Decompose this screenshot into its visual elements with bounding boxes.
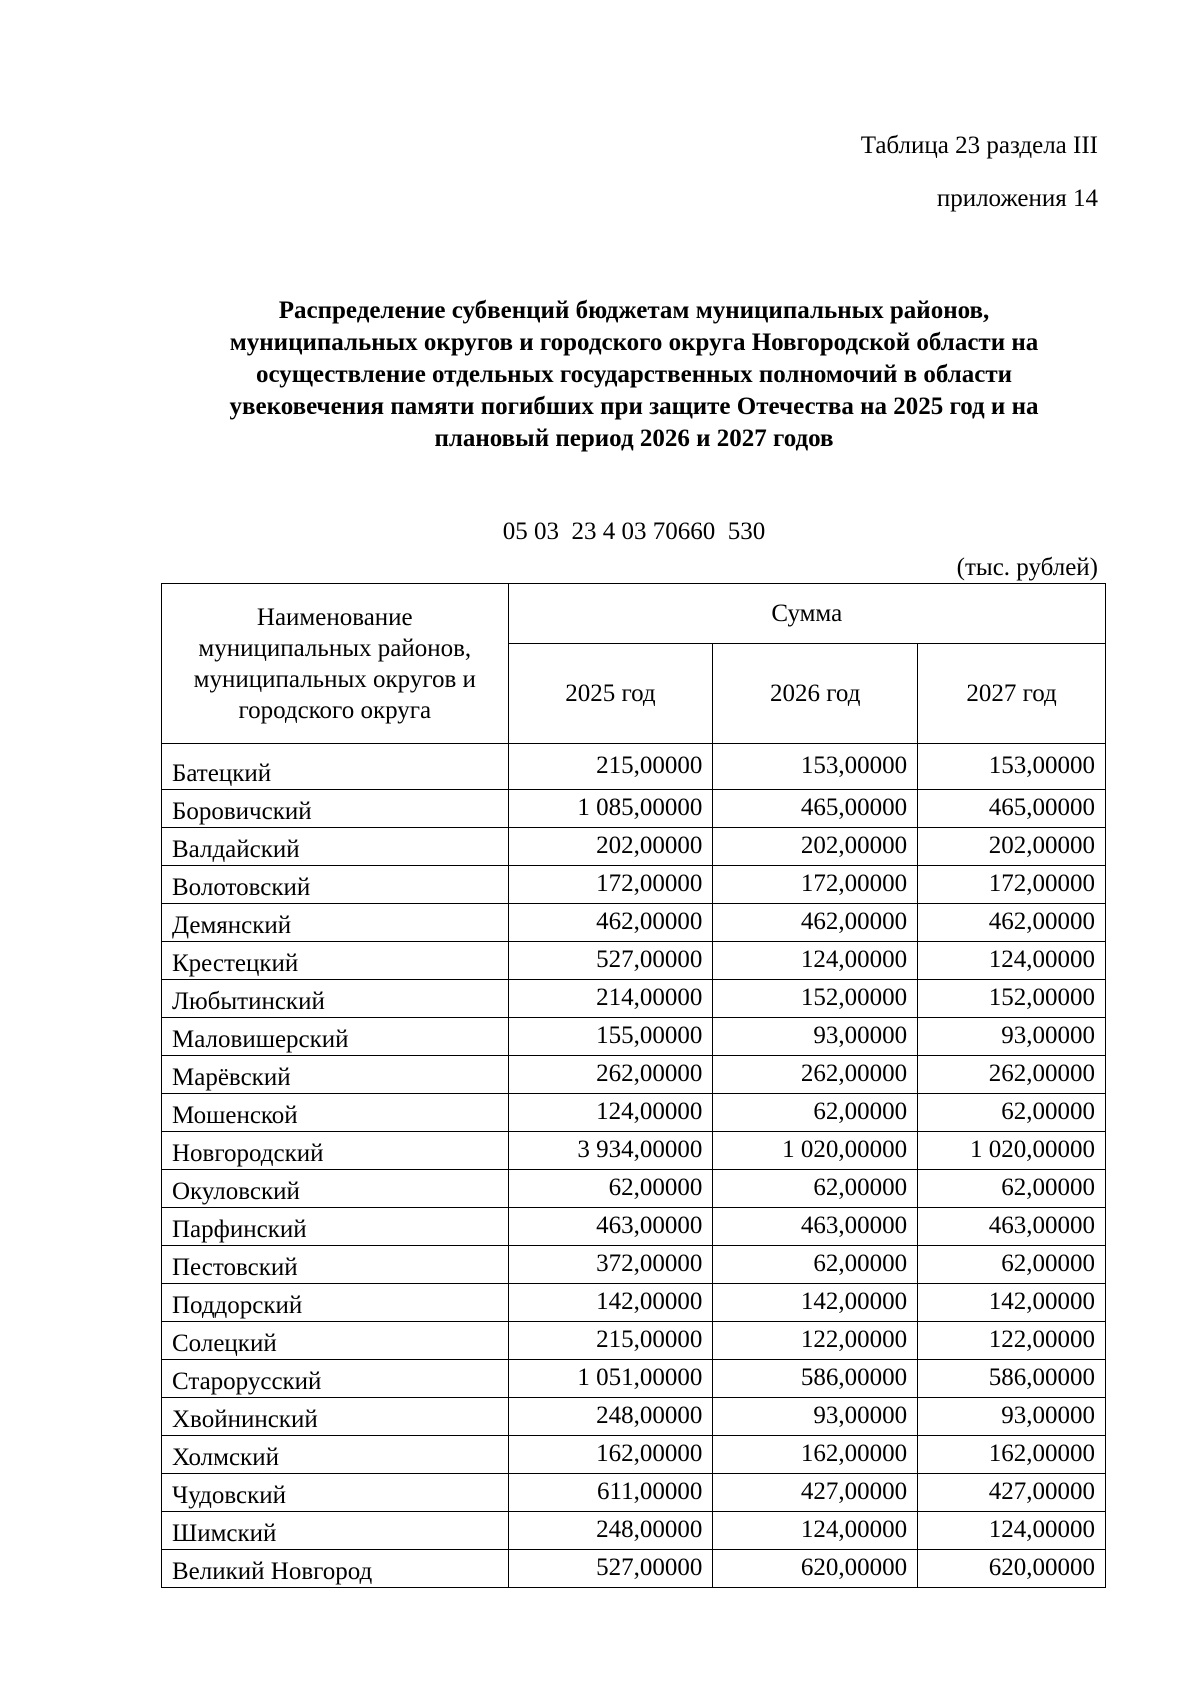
- amount-2027: 463,00000: [918, 1208, 1106, 1246]
- amount-2027: 172,00000: [918, 866, 1106, 904]
- amount-2027: 162,00000: [918, 1436, 1106, 1474]
- amount-2025: 248,00000: [508, 1398, 713, 1436]
- amount-2027: 93,00000: [918, 1018, 1106, 1056]
- table-row: [162, 1474, 1106, 1512]
- municipality-name: Батецкий: [162, 744, 509, 790]
- amount-2027: 124,00000: [918, 942, 1106, 980]
- municipality-name: Поддорский: [162, 1284, 509, 1322]
- table-row: [162, 744, 1106, 790]
- table-row: [162, 1094, 1106, 1132]
- table-row: [162, 942, 1106, 980]
- amount-2025: 262,00000: [508, 1056, 713, 1094]
- table-row: [162, 1132, 1106, 1170]
- municipality-name: Чудовский: [162, 1474, 509, 1512]
- title-line: осуществление отдельных государственных полномочий в области: [255, 361, 1013, 388]
- table-row: [162, 1398, 1106, 1436]
- municipality-name: Марёвский: [162, 1056, 509, 1094]
- municipality-name: Окуловский: [162, 1170, 509, 1208]
- amount-2025: 248,00000: [508, 1512, 713, 1550]
- municipality-name: Боровичский: [162, 790, 509, 828]
- header-name-line: муниципальных округов и: [193, 665, 476, 693]
- amount-2026: 162,00000: [713, 1436, 918, 1474]
- table-row: [162, 1360, 1106, 1398]
- amount-2025: 1 085,00000: [508, 790, 713, 828]
- amount-2026: 202,00000: [713, 828, 918, 866]
- amount-2025: 214,00000: [508, 980, 713, 1018]
- table-row: [162, 1512, 1106, 1550]
- municipality-name: Великий Новгород: [162, 1550, 509, 1588]
- amount-2025: 202,00000: [508, 828, 713, 866]
- amount-2026: 124,00000: [713, 1512, 918, 1550]
- column-header-2025: 2025 год: [508, 644, 713, 744]
- table-row: [162, 1284, 1106, 1322]
- amount-2026: 463,00000: [713, 1208, 918, 1246]
- amount-2026: 1 020,00000: [713, 1132, 918, 1170]
- amount-2026: 62,00000: [713, 1170, 918, 1208]
- amount-2027: 427,00000: [918, 1474, 1106, 1512]
- amount-2026: 122,00000: [713, 1322, 918, 1360]
- amount-2025: 372,00000: [508, 1246, 713, 1284]
- amount-2027: 142,00000: [918, 1284, 1106, 1322]
- amount-2027: 62,00000: [918, 1094, 1106, 1132]
- table-row: [162, 828, 1106, 866]
- amount-2025: 3 934,00000: [508, 1132, 713, 1170]
- title-line: Распределение субвенций бюджетам муниципальных районов,: [278, 297, 990, 324]
- municipality-name: Мошенской: [162, 1094, 509, 1132]
- municipality-name: Демянский: [162, 904, 509, 942]
- column-header-sum: Сумма: [508, 584, 1105, 644]
- amount-2025: 124,00000: [508, 1094, 713, 1132]
- unit-label: (тыс. рублей): [956, 554, 1098, 581]
- amount-2027: 62,00000: [918, 1246, 1106, 1284]
- municipality-name: Солецкий: [162, 1322, 509, 1360]
- table-row: [162, 980, 1106, 1018]
- municipality-name: Крестецкий: [162, 942, 509, 980]
- title-line: плановый период 2026 и 2027 годов: [434, 425, 834, 452]
- table-row: [162, 790, 1106, 828]
- municipality-name: Любытинский: [162, 980, 509, 1018]
- amount-2027: 465,00000: [918, 790, 1106, 828]
- amount-2026: 153,00000: [713, 744, 918, 790]
- amount-2027: 122,00000: [918, 1322, 1106, 1360]
- column-header-name: [162, 584, 509, 744]
- title-line: увековечения памяти погибших при защите Отечества на 2025 год и на: [229, 393, 1039, 420]
- table-body: [162, 744, 1106, 1588]
- header-name-line: городского округа: [238, 696, 432, 724]
- table-row: [162, 1170, 1106, 1208]
- amount-2026: 620,00000: [713, 1550, 918, 1588]
- title-line: муниципальных округов и городского округа Новгородской области на: [229, 329, 1039, 356]
- amount-2026: 62,00000: [713, 1246, 918, 1284]
- municipality-name: Маловишерский: [162, 1018, 509, 1056]
- municipality-name: Волотовский: [162, 866, 509, 904]
- amount-2027: 586,00000: [918, 1360, 1106, 1398]
- amount-2027: 62,00000: [918, 1170, 1106, 1208]
- amount-2025: 527,00000: [508, 1550, 713, 1588]
- amount-2027: 124,00000: [918, 1512, 1106, 1550]
- municipality-name: Валдайский: [162, 828, 509, 866]
- amount-2026: 93,00000: [713, 1398, 918, 1436]
- amount-2026: 152,00000: [713, 980, 918, 1018]
- table-row: [162, 1246, 1106, 1284]
- subvention-table: [161, 583, 1106, 1588]
- annex-reference: приложения 14: [936, 185, 1098, 212]
- amount-2027: 462,00000: [918, 904, 1106, 942]
- amount-2025: 463,00000: [508, 1208, 713, 1246]
- table-header-row: [162, 584, 1106, 644]
- municipality-name: Парфинский: [162, 1208, 509, 1246]
- amount-2027: 93,00000: [918, 1398, 1106, 1436]
- table-row: [162, 1056, 1106, 1094]
- table-row: [162, 866, 1106, 904]
- amount-2025: 172,00000: [508, 866, 713, 904]
- amount-2027: 152,00000: [918, 980, 1106, 1018]
- amount-2027: 262,00000: [918, 1056, 1106, 1094]
- amount-2026: 465,00000: [713, 790, 918, 828]
- amount-2026: 462,00000: [713, 904, 918, 942]
- amount-2025: 215,00000: [508, 744, 713, 790]
- amount-2026: 172,00000: [713, 866, 918, 904]
- amount-2027: 1 020,00000: [918, 1132, 1106, 1170]
- budget-classification-code: 05 03 23 4 03 70660 530: [502, 518, 766, 545]
- amount-2026: 93,00000: [713, 1018, 918, 1056]
- table-row: [162, 1436, 1106, 1474]
- table-row: [162, 1322, 1106, 1360]
- municipality-name: Старорусский: [162, 1360, 509, 1398]
- amount-2025: 462,00000: [508, 904, 713, 942]
- table-row: [162, 1208, 1106, 1246]
- column-header-2026: 2026 год: [713, 644, 918, 744]
- amount-2025: 611,00000: [508, 1474, 713, 1512]
- amount-2025: 62,00000: [508, 1170, 713, 1208]
- table-row: [162, 1018, 1106, 1056]
- amount-2027: 153,00000: [918, 744, 1106, 790]
- amount-2025: 142,00000: [508, 1284, 713, 1322]
- amount-2025: 1 051,00000: [508, 1360, 713, 1398]
- municipality-name: Хвойнинский: [162, 1398, 509, 1436]
- amount-2026: 427,00000: [713, 1474, 918, 1512]
- amount-2027: 202,00000: [918, 828, 1106, 866]
- amount-2026: 262,00000: [713, 1056, 918, 1094]
- municipality-name: Шимский: [162, 1512, 509, 1550]
- amount-2027: 620,00000: [918, 1550, 1106, 1588]
- municipality-name: Холмский: [162, 1436, 509, 1474]
- column-header-2027: 2027 год: [918, 644, 1106, 744]
- table-row: [162, 1550, 1106, 1588]
- table-row: [162, 904, 1106, 942]
- table-reference: Таблица 23 раздела III: [860, 132, 1098, 159]
- amount-2025: 155,00000: [508, 1018, 713, 1056]
- amount-2026: 62,00000: [713, 1094, 918, 1132]
- amount-2026: 124,00000: [713, 942, 918, 980]
- municipality-name: Новгородский: [162, 1132, 509, 1170]
- document-title: [150, 295, 1118, 455]
- amount-2025: 215,00000: [508, 1322, 713, 1360]
- amount-2025: 527,00000: [508, 942, 713, 980]
- amount-2025: 162,00000: [508, 1436, 713, 1474]
- header-name-line: муниципальных районов,: [198, 634, 472, 662]
- amount-2026: 142,00000: [713, 1284, 918, 1322]
- header-name-line: Наименование: [256, 603, 413, 631]
- municipality-name: Пестовский: [162, 1246, 509, 1284]
- amount-2026: 586,00000: [713, 1360, 918, 1398]
